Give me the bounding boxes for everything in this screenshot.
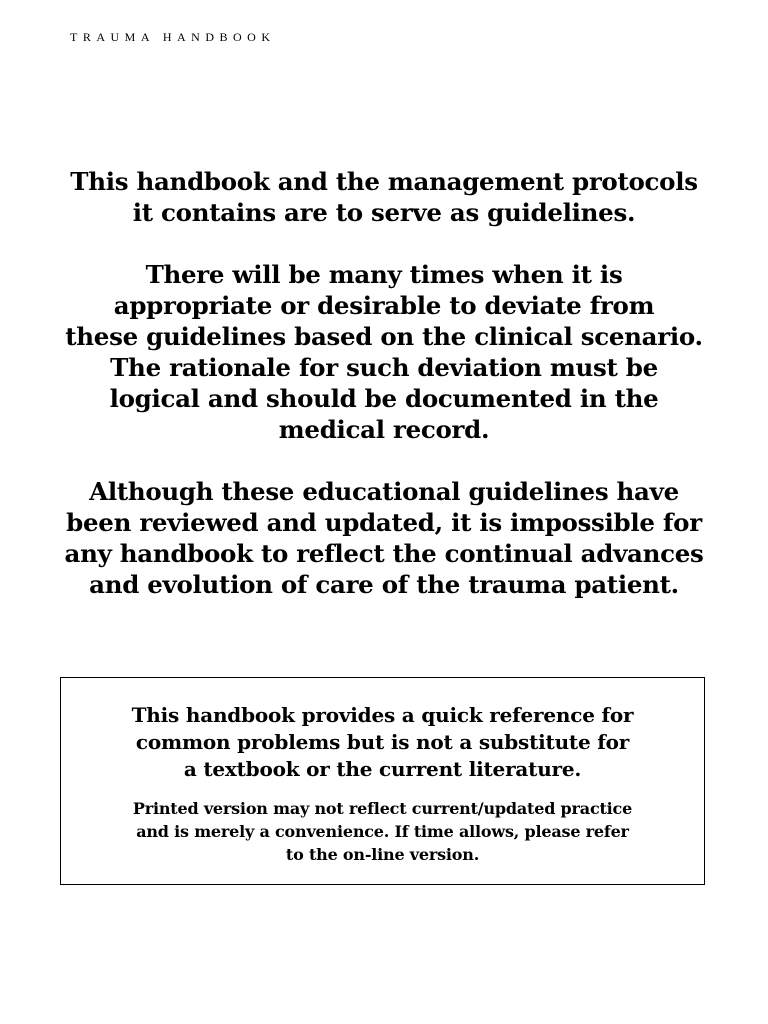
text-line: The rationale for such deviation must be — [110, 353, 658, 382]
disclaimer-paragraph-updates — [40, 476, 728, 600]
text-line: Although these educational guidelines have — [89, 477, 679, 506]
text-line: medical record. — [278, 415, 490, 444]
notice-printed-version-text — [61, 797, 704, 866]
text-line: any handbook to reflect the continual advances — [64, 539, 704, 568]
notice-reference-text — [61, 702, 704, 783]
text-line: This handbook and the management protocols — [70, 167, 698, 196]
notice-box — [60, 677, 705, 885]
text-line: and is merely a convenience. If time allows, please refer — [136, 822, 629, 841]
text-line: been reviewed and updated, it is impossible for — [66, 508, 702, 537]
text-line: a textbook or the current literature. — [183, 757, 582, 781]
text-line: and evolution of care of the trauma patient. — [89, 570, 679, 599]
running-header: TRAUMA HANDBOOK — [70, 30, 276, 44]
text-line: to the on-line version. — [285, 845, 480, 864]
text-line: Printed version may not reflect current/updated practice — [132, 799, 633, 818]
text-line: appropriate or desirable to deviate from — [113, 291, 655, 320]
disclaimer-text — [40, 166, 728, 600]
disclaimer-paragraph-deviation — [40, 259, 728, 445]
disclaimer-paragraph-guidelines — [40, 166, 728, 228]
text-line: common problems but is not a substitute for — [135, 730, 630, 754]
text-line: logical and should be documented in the — [109, 384, 659, 413]
text-line: There will be many times when it is — [145, 260, 623, 289]
text-line: it contains are to serve as guidelines. — [132, 198, 636, 227]
text-line: This handbook provides a quick reference for — [131, 703, 634, 727]
text-line: these guidelines based on the clinical scenario. — [65, 322, 703, 351]
